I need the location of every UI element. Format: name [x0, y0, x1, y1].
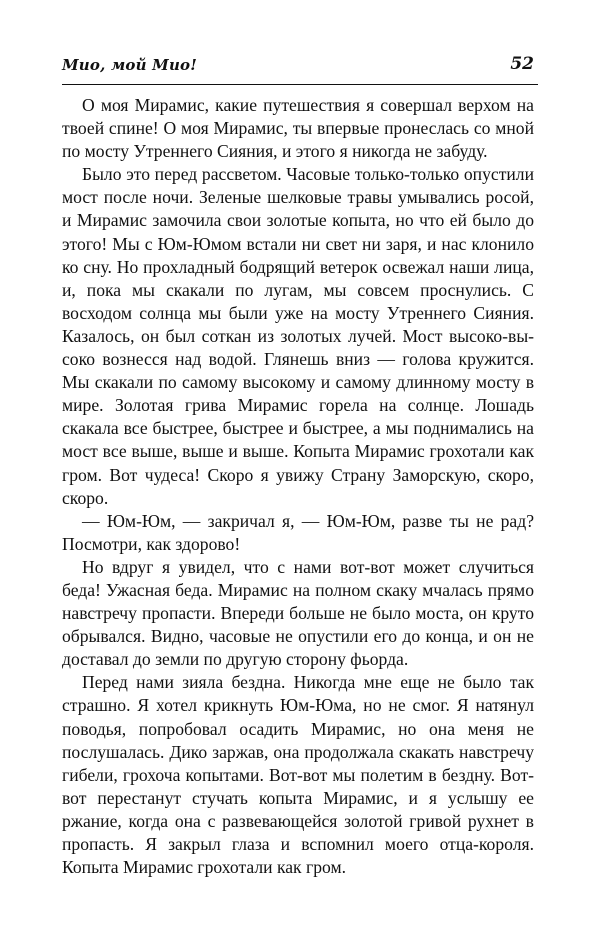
body-text	[62, 94, 534, 879]
page-header	[62, 54, 538, 85]
running-title: Мио, мой Мио!	[62, 56, 198, 74]
paragraph: Перед нами зияла бездна. Никогда мне еще не было так страшно. Я хотел крикнуть Юм-Юма, но не смог. Я натянул поводья, попробовал осадить Мирамис, но она меня не послушалась. Дико заржав, она продолжала скакать навстречу гибели, грохоча копытами. Вот-вот мы полетим в бездну. Вот-вот перестанут стучать копыта Мирамис, и я услышу ее ржание, когда она с развевающейся золотой гривой рухнет в пропасть. Я закрыл глаза и вспомнил моего отца-короля. Копыта Мирамис грохотали как гром.	[62, 672, 534, 878]
dialogue-paragraph: — Юм-Юм, — закричал я, — Юм-Юм, разве ты не рад? Посмотри, как здорово!	[62, 510, 534, 554]
paragraph: Но вдруг я увидел, что с нами вот-вот может случиться беда! Ужасная беда. Мирамис на полном скаку мчалась прямо навстречу пропасти. Впереди больше не было моста, он круто обрывался. Видно, часовые не опустили его до конца, и он не доставал до земли по другую сторону фьорда.	[62, 556, 534, 670]
paragraph: Было это перед рассветом. Часовые только-только опустили мост после ночи. Зеленые шелковые травы умывались росой, и Мирамис замочила свои золотые копыта, но что ей было до этого! Мы с Юм-Юмом встали ни свет ни заря, и нас клонило ко сну. Но прохладный бодрящий ветерок освежал наши лица, и, пока мы скакали по лугам, мы совсем проснулись. С восходом солнца мы были уже на мосту Утреннего Сияния. Казалось, он был соткан из золотых лучей. Мост высоко-высоко вознесся над водой. Глянешь вниз — голова кружится. Мы скакали по самому высокому и самому длинному мосту в мире. Золотая грива Мирамис горела на солнце. Лошадь скакала все быстрее, быстрее и быстрее, а мы поднимались на мост все выше, выше и выше. Копыта Мирамис грохотали как гром. Вот чудеса! Скоро я увижу Страну Заморскую, скоро, скоро.	[62, 164, 534, 508]
paragraph: О моя Мирамис, какие путешествия я совершал верхом на твоей спине! О моя Мирамис, ты впервые пронеслась со мной по мосту Утреннего Сияния, и этого я никогда не забуду.	[62, 95, 534, 162]
page-number: 52	[510, 54, 534, 74]
